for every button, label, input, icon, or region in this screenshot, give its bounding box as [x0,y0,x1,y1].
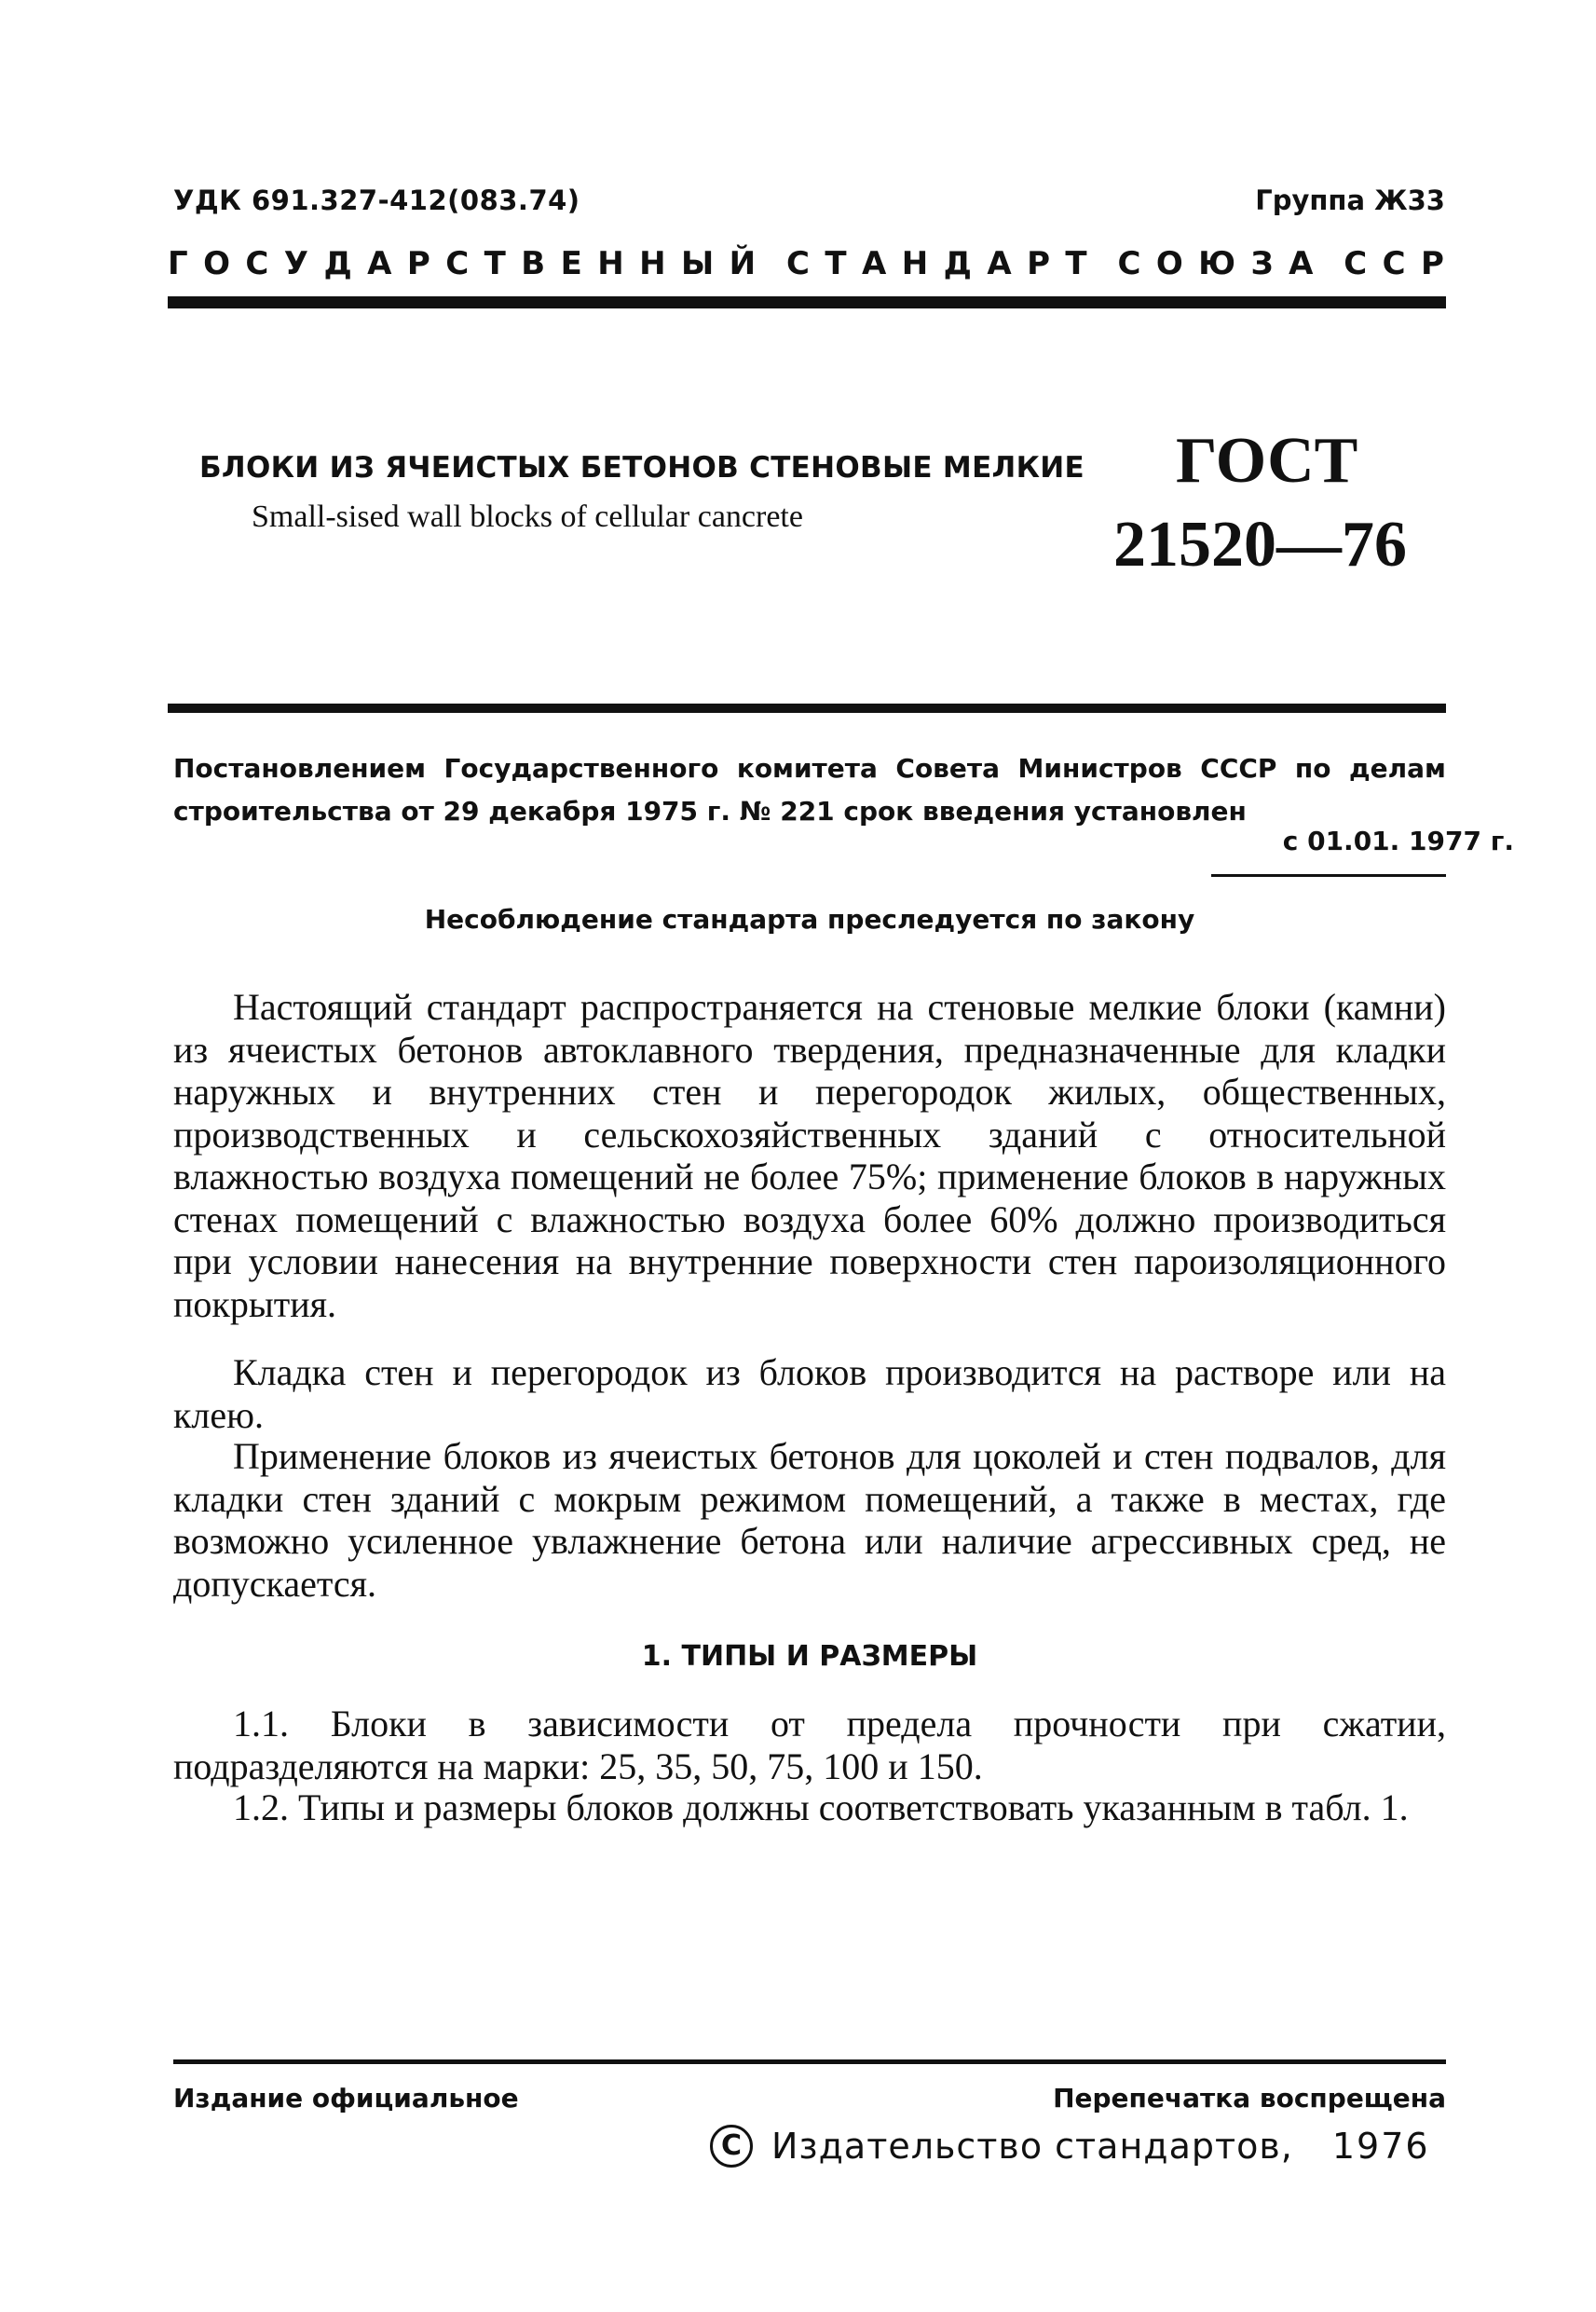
gost-label: ГОСТ [1176,425,1358,497]
publication-year: 1976 [1331,2126,1430,2167]
state-standard-letter: А [1289,245,1314,282]
state-standard-heading [168,245,1444,282]
state-standard-letter: А [861,245,887,282]
document-title-ru: БЛОКИ ИЗ ЯЧЕИСТЫХ БЕТОНОВ СТЕНОВЫЕ МЕЛКИЕ [199,451,1084,485]
paragraph-restrictions-text: Применение блоков из ячеистых бетонов для цоколей и стен подвалов, для кладки стен зданий с мокрым режимом помещений, а также в местах, где возможно усиленное увлажнение бетона или наличие агрессивных сред, не допускается. [173,1435,1446,1605]
state-standard-letter: Е [560,245,582,282]
udk-code: УДК 691.327-412(083.74) [173,185,580,216]
decree-effective-date: с 01.01. 1977 г. [1282,826,1514,856]
group-code: Группа Ж33 [1255,185,1445,216]
publisher-name: Издательство стандартов, [771,2126,1293,2167]
state-standard-letter: С [445,245,470,282]
state-standard-letter: З [1250,245,1274,282]
paragraph-scope-text: Настоящий стандарт распространяется на стеновые мелкие блоки (камни) из ячеистых бетонов автоклавного твердения, предназначенные для кладки наружных и внутренних стен и перегородок жилых, общественных, производственных и сельскохозяйственных зданий с относительной влажностью воздуха помещений не более 75%; применение блоков в наружных стенах помещений с влажностью воздуха более 60% должно производиться при условии нанесения на внутренние поверхности стен пароизоляционного покрытия. [173,986,1446,1325]
state-standard-letter: Ы [681,245,715,282]
state-standard-letter: С [785,245,810,282]
state-standard-letter: Р [1421,245,1444,282]
state-standard-letter: Р [406,245,430,282]
decree-word: СССР [1200,753,1277,784]
state-standard-letter: Г [168,245,188,282]
paragraph-masonry [173,1351,1446,1436]
decree-word: Министров [1017,753,1182,784]
state-standard-letter: Ю [1198,245,1236,282]
copyright-icon: C [710,2125,753,2168]
state-standard-letter: Т [1065,245,1087,282]
decree-word: по [1294,753,1331,784]
clause-1-2-text: 1.2. Типы и размеры блоков должны соответствовать указанным в табл. 1. [233,1786,1409,1828]
decree-word: Совета [895,753,1001,784]
gost-number: 21520—76 [1113,509,1407,581]
state-standard-letter: В [521,245,546,282]
state-standard-letter: С [1117,245,1141,282]
state-standard-letter: С [1382,245,1406,282]
footer-rule [173,2059,1446,2064]
clause-1-1-text: 1.1. Блоки в зависимости от предела прочности при сжатии, подразделяются на марки: 25, 35, 50, 75, 100 и 150. [173,1703,1446,1787]
state-standard-letter: О [1155,245,1183,282]
decree-line-1 [173,747,1446,790]
title-rule [168,704,1446,713]
decree-word: комитета [736,753,878,784]
state-standard-letter: Н [901,245,929,282]
official-edition-label: Издание официальное [173,2083,519,2114]
document-title-en: Small-sised wall blocks of cellular cancrete [252,499,803,534]
state-standard-letter: Р [1027,245,1050,282]
header-top-row [173,185,1445,222]
state-standard-letter: А [987,245,1012,282]
state-standard-letter: Д [323,245,352,282]
paragraph-restrictions [173,1435,1446,1605]
header-rule [168,296,1446,308]
decree-word: Государственного [443,753,719,784]
state-standard-letter: Т [825,245,847,282]
publisher-line [710,2125,1430,2168]
state-standard-letter: Д [943,245,972,282]
clause-1-2 [173,1786,1446,1829]
decree-word: Постановлением [173,753,427,784]
decree-date-rule [1211,874,1446,877]
decree-block [173,747,1446,833]
decree-word: делам [1349,753,1446,784]
state-standard-letter: Н [597,245,624,282]
decree-line-2: строительства от 29 декабря 1975 г. № 221 срок введения установлен [173,796,1247,827]
section-title-types-sizes: 1. ТИПЫ И РАЗМЕРЫ [641,1640,978,1673]
state-standard-letter: С [1344,245,1368,282]
state-standard-letter: Й [729,245,757,282]
state-standard-letter: Т [484,245,506,282]
clause-1-1 [173,1703,1446,1787]
reprint-prohibited-label: Перепечатка воспрещена [1053,2083,1446,2114]
state-standard-letter: С [245,245,269,282]
state-standard-letter: Н [639,245,666,282]
state-standard-letter: О [203,245,230,282]
paragraph-masonry-text: Кладка стен и перегородок из блоков производится на растворе или на клею. [173,1351,1446,1436]
paragraph-scope [173,986,1446,1325]
legal-warning: Несоблюдение стандарта преследуется по закону [424,904,1195,935]
state-standard-letter: У [283,245,309,282]
state-standard-letter: А [367,245,392,282]
